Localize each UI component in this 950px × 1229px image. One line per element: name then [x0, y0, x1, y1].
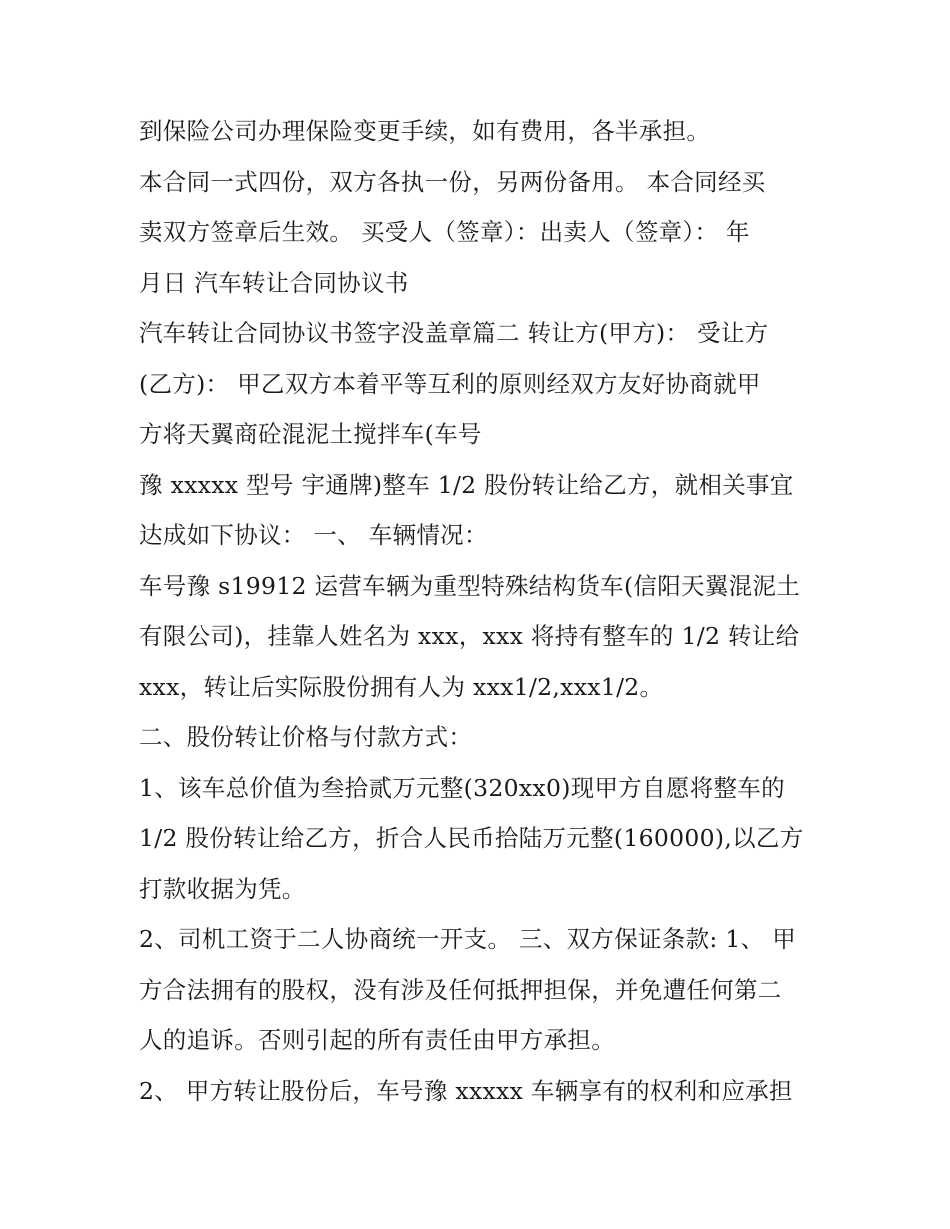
- text-line: 打款收据为凭。: [139, 874, 306, 903]
- text-line: 方合法拥有的股权，没有涉及任何抵押担保，并免遭任何第二: [139, 975, 782, 1004]
- text-line: 汽车转让合同协议书签字没盖章篇二 转让方(甲方)： 受让方: [139, 319, 769, 347]
- text-line: 1/2 股份转让给乙方，折合人民币拾陆万元整(160000),以乙方: [139, 824, 804, 852]
- text-line: 豫 xxxxx 型号 宇通牌)整车 1/2 股份转让给乙方，就相关事宜: [139, 470, 794, 499]
- document-body: [139, 106, 829, 1116]
- text-line: 1、该车总价值为叁拾贰万元整(320xx0)现甲方自愿将整车的: [139, 773, 785, 802]
- text-line: (乙方)： 甲乙双方本着平等互利的原则经双方友好协商就甲: [139, 369, 761, 398]
- text-line: 二、股份转让价格与付款方式：: [139, 723, 473, 751]
- text-line: 到保险公司办理保险变更手续，如有费用，各半承担。: [139, 117, 711, 145]
- text-line: 有限公司)，挂靠人姓名为 xxx，xxx 将持有整车的 1/2 转让给: [139, 622, 800, 650]
- text-line: 达成如下协议： 一、 车辆情况：: [139, 521, 488, 549]
- text-line: 人的追诉。否则引起的所有责任由甲方承担。: [139, 1026, 615, 1054]
- text-line: 方将天翼商砼混泥土搅拌车(车号: [139, 420, 482, 448]
- text-line: 2、司机工资于二人协商统一开支。 三、双方保证条款: 1、 甲: [139, 925, 797, 953]
- text-line: 2、 甲方转让股份后，车号豫 xxxxx 车辆享有的权利和应承担: [139, 1076, 793, 1105]
- text-line: xxx，转让后实际股份拥有人为 xxx1/2,xxx1/2。: [139, 672, 664, 701]
- text-line: 月日 汽车转让合同协议书: [139, 268, 409, 297]
- text-line: 车号豫 s19912 运营车辆为重型特殊结构货车(信阳天翼混泥土: [139, 571, 801, 600]
- text-line: 卖双方签章后生效。 买受人（签章）：出卖人（签章）： 年: [139, 218, 750, 246]
- text-line: 本合同一式四份，双方各执一份，另两份备用。 本合同经买: [139, 167, 766, 196]
